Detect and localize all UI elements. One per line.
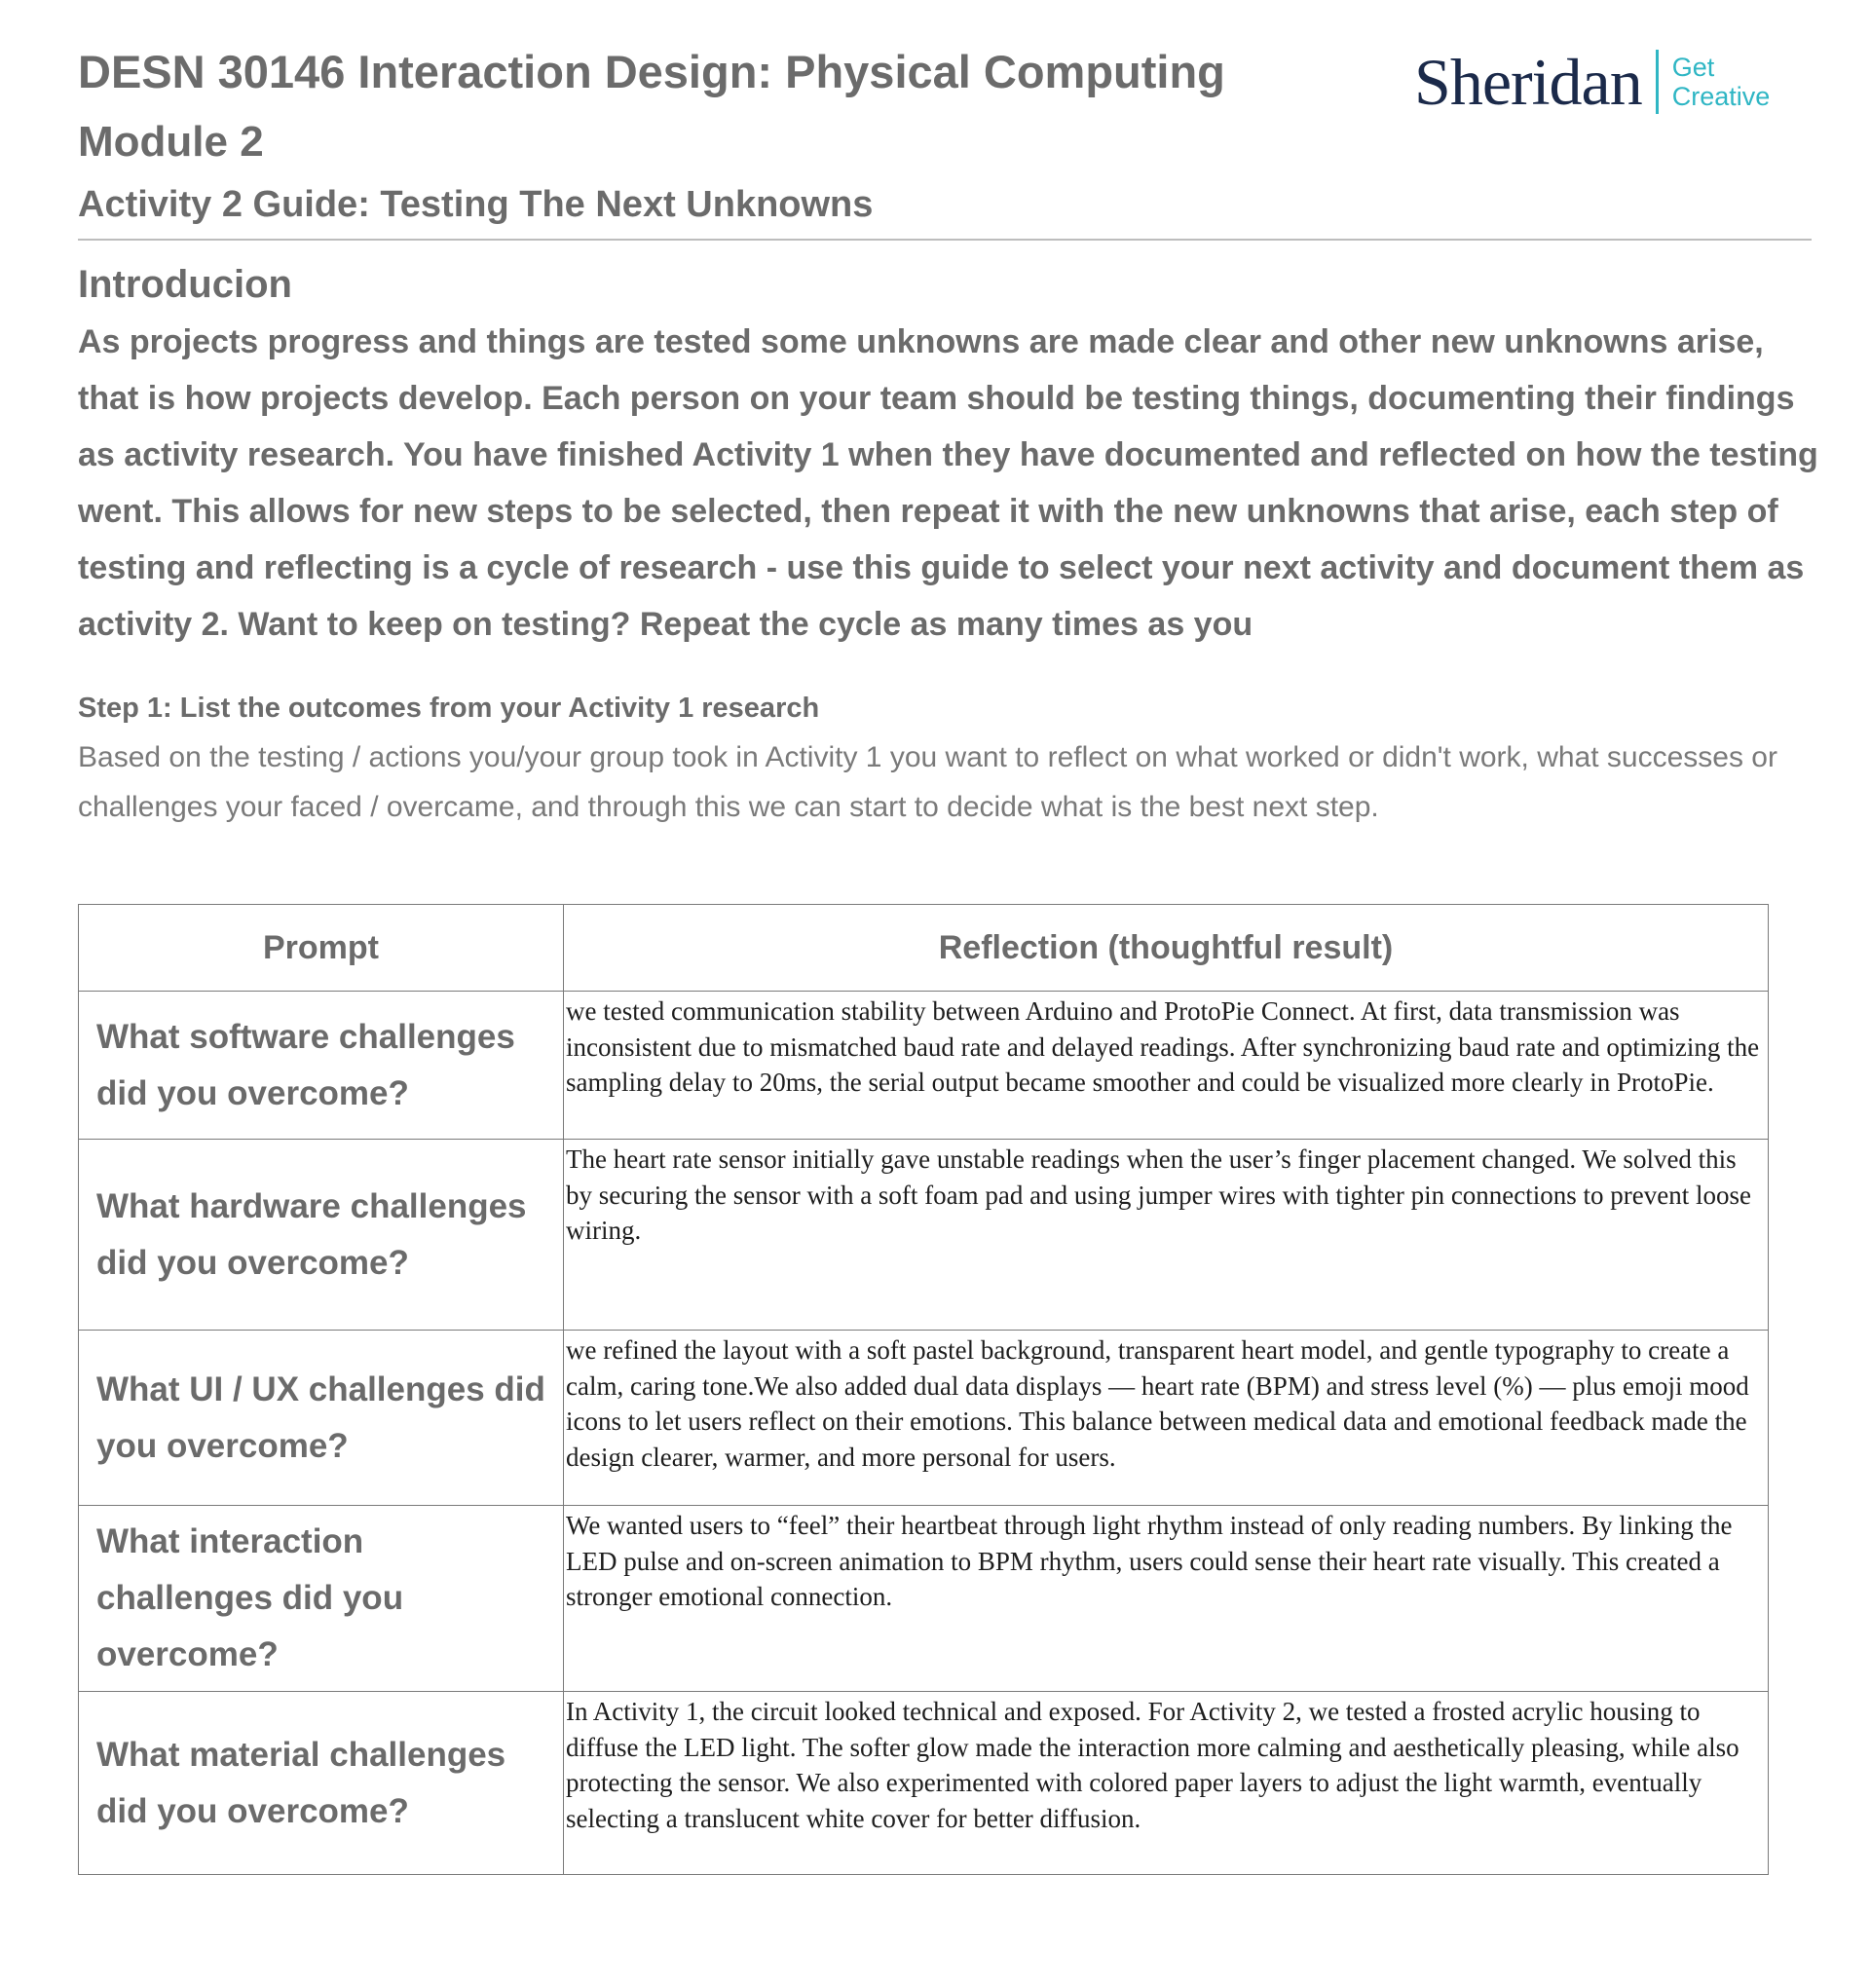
logo-tagline xyxy=(1672,53,1771,111)
module-title: Module 2 xyxy=(78,118,264,166)
course-title: DESN 30146 Interaction Design: Physical Computing xyxy=(78,46,1225,97)
reflection-column-header: Reflection (thoughtful result) xyxy=(564,905,1769,992)
table-row xyxy=(79,1331,1769,1506)
prompt-material: What material challenges did you overcome? xyxy=(79,1692,564,1875)
reflection-material[interactable]: In Activity 1, the circuit looked technical and exposed. For Activity 2, we tested a frosted acrylic housing to diffuse the LED light. The softer glow made the interaction more calming and aesthetically pleasing, while also protecting the sensor. We also experimented with colored paper layers to adjust the light warmth, eventually selecting a translucent white cover for better diffusion. xyxy=(564,1692,1769,1875)
reflection-software[interactable]: we tested communication stability between Arduino and ProtoPie Connect. At first, data transmission was inconsistent due to mismatched baud rate and delayed readings. After synchronizing baud rate and optimizing the sampling delay to 20ms, the serial output became smoother and could be visualized more clearly in ProtoPie. xyxy=(564,992,1769,1140)
intro-heading: Introducion xyxy=(78,263,292,306)
prompt-interaction: What interaction challenges did you overcome? xyxy=(79,1506,564,1692)
table-row xyxy=(79,1506,1769,1692)
reflection-ui-ux[interactable]: we refined the layout with a soft pastel background, transparent heart model, and gentle typography to create a calm, caring tone.We also added dual data displays — heart rate (BPM) and stress level (%) — plus emoji mood icons to let users reflect on their emotions. This balance between medical data and emotional feedback made the design clearer, warmer, and more personal for users. xyxy=(564,1331,1769,1506)
prompt-ui-ux: What UI / UX challenges did you overcome? xyxy=(79,1331,564,1506)
reflection-hardware[interactable]: The heart rate sensor initially gave unstable readings when the user’s finger placement changed. We solved this by securing the sensor with a soft foam pad and using jumper wires with tighter pin connections to prevent loose wiring. xyxy=(564,1140,1769,1331)
prompt-software: What software challenges did you overcome? xyxy=(79,992,564,1140)
table-row xyxy=(79,1140,1769,1331)
table-row xyxy=(79,1692,1769,1875)
table-row xyxy=(79,992,1769,1140)
header-divider xyxy=(78,239,1812,241)
intro-body: As projects progress and things are tested some unknowns are made clear and other new unknowns arise, that is how projects develop. Each person on your team should be testing things, documenting their findings as activity research. You have finished Activity 1 when they have documented and reflected on how the testing went. This allows for new steps to be selected, then repeat it with the new unknowns that arise, each step of testing and reflecting is a cycle of research - use this guide to select your next activity and document them as activity 2. Want to keep on testing? Repeat the cycle as many times as you xyxy=(78,323,1818,643)
sheridan-logo xyxy=(1414,43,1770,121)
logo-wordmark: Sheridan xyxy=(1414,45,1642,119)
prompt-column-header: Prompt xyxy=(79,905,564,992)
logo-tagline-line2: Creative xyxy=(1671,82,1771,111)
reflection-table xyxy=(78,904,1769,1875)
table-header-row xyxy=(79,905,1769,992)
step1-heading: Step 1: List the outcomes from your Activity 1 research xyxy=(78,693,820,724)
logo-divider xyxy=(1656,50,1659,114)
prompt-hardware: What hardware challenges did you overcome? xyxy=(79,1140,564,1331)
activity-title: Activity 2 Guide: Testing The Next Unknowns xyxy=(78,184,874,225)
reflection-interaction[interactable]: We wanted users to “feel” their heartbeat through light rhythm instead of only reading numbers. By linking the LED pulse and on-screen animation to BPM rhythm, users could sense their heart rate visually. This created a stronger emotional connection. xyxy=(564,1506,1769,1692)
step1-body: Based on the testing / actions you/your group took in Activity 1 you want to reflect on what worked or didn't work, what successes or challenges your faced / overcame, and through this we can start to decide what is the best next step. xyxy=(78,741,1777,823)
logo-tagline-line1: Get xyxy=(1671,53,1715,82)
